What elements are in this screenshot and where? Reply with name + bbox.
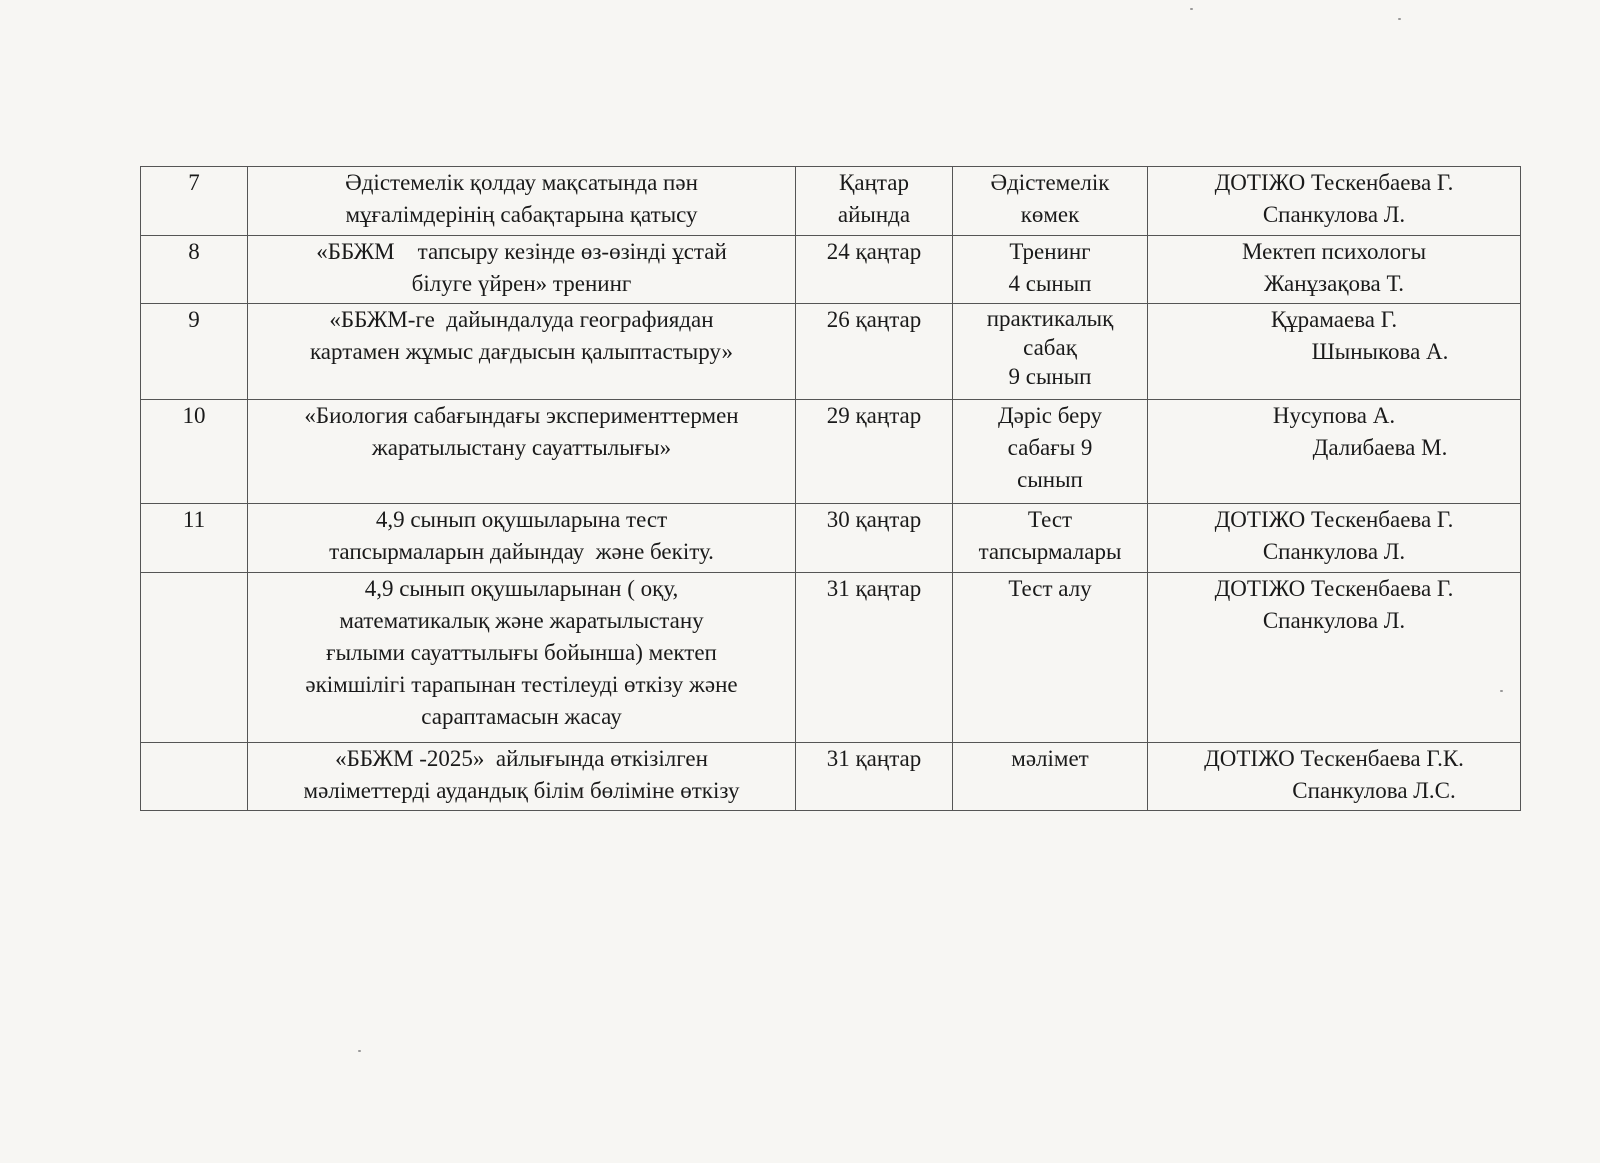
- event-text-line: картамен жұмыс дағдысын қалыптастыру»: [309, 339, 734, 364]
- responsible-text-line: ДОТІЖО Тескенбаева Г.: [1214, 576, 1454, 601]
- table-body: [141, 167, 1521, 811]
- responsible-cell: [1148, 236, 1521, 304]
- event-cell: [248, 167, 796, 236]
- date-text-line: айында: [837, 202, 911, 227]
- event-text-line: мұғалімдерінің сабақтарына қатысу: [345, 202, 698, 227]
- event-cell: [248, 236, 796, 304]
- date-cell: [796, 743, 953, 811]
- row-number-cell: 8: [141, 236, 248, 304]
- table-row: [141, 167, 1521, 236]
- form-text-line: Әдістемелік: [990, 170, 1110, 195]
- form-text-line: Тест алу: [1008, 576, 1092, 601]
- form-cell: [953, 167, 1148, 236]
- date-text-line: 29 қаңтар: [826, 403, 922, 428]
- form-cell: [953, 573, 1148, 743]
- date-cell: [796, 167, 953, 236]
- event-cell: [248, 573, 796, 743]
- row-number-cell: 11: [141, 504, 248, 573]
- event-cell: [248, 504, 796, 573]
- date-text-line: 24 қаңтар: [826, 239, 922, 264]
- event-text-line: сараптамасын жасау: [421, 704, 622, 729]
- row-number-cell: 9: [141, 304, 248, 400]
- form-cell: [953, 504, 1148, 573]
- event-text-line: жаратылыстану сауаттылығы»: [371, 435, 672, 460]
- event-text-line: «ББЖМ-ге дайындалуда географиядан: [329, 307, 714, 332]
- form-text-line: сабағы 9: [1007, 435, 1093, 460]
- row-number-cell: 10: [141, 400, 248, 504]
- responsible-text-line: Спанкулова Л.: [1262, 539, 1406, 564]
- row-number-cell: 7: [141, 167, 248, 236]
- form-cell: [953, 304, 1148, 400]
- event-text-line: Әдістемелік қолдау мақсатында пән: [345, 170, 698, 195]
- event-text-line: ғылыми сауаттылығы бойынша) мектеп: [326, 640, 717, 665]
- form-text-line: мәлімет: [1011, 746, 1089, 771]
- event-text-line: білуге үйрен» тренинг: [411, 271, 632, 296]
- form-text-line: Дәріс беру: [997, 403, 1103, 428]
- responsible-cell: [1148, 304, 1521, 400]
- row-number-cell: [141, 743, 248, 811]
- date-text-line: 31 қаңтар: [826, 576, 922, 601]
- form-cell: [953, 400, 1148, 504]
- date-cell: [796, 573, 953, 743]
- responsible-text-line: ДОТІЖО Тескенбаева Г.: [1214, 170, 1454, 195]
- table-row: [141, 504, 1521, 573]
- event-text-line: тапсырмаларын дайындау және бекіту.: [329, 539, 714, 564]
- form-text-line: 4 сынып: [1008, 271, 1092, 296]
- responsible-cell: [1148, 400, 1521, 504]
- form-text-line: көмек: [1020, 202, 1080, 227]
- scan-speck: [1190, 8, 1193, 10]
- event-text-line: «Биология сабағындағы эксперименттермен: [304, 403, 739, 428]
- date-cell: [796, 236, 953, 304]
- date-cell: [796, 304, 953, 400]
- event-text-line: әкімшілігі тарапынан тестілеуді өткізу және: [305, 672, 738, 697]
- responsible-text-line: Спанкулова Л.С.: [1292, 778, 1456, 803]
- table-row: [141, 304, 1521, 400]
- date-text-line: Қаңтар: [839, 170, 909, 195]
- form-text-line: 9 сынып: [1008, 364, 1092, 389]
- event-cell: [248, 400, 796, 504]
- responsible-text-line: ДОТІЖО Тескенбаева Г.: [1214, 507, 1454, 532]
- table-row: [141, 573, 1521, 743]
- form-text-line: сынып: [1017, 467, 1083, 492]
- date-text-line: 26 қаңтар: [826, 307, 922, 332]
- form-cell: [953, 236, 1148, 304]
- date-text-line: 30 қаңтар: [826, 507, 922, 532]
- event-text-line: математикалық және жаратылыстану: [339, 608, 704, 633]
- table-row: [141, 400, 1521, 504]
- event-cell: [248, 304, 796, 400]
- responsible-text-line: Мектеп психологы: [1241, 239, 1427, 264]
- responsible-text-line: Далибаева М.: [1312, 435, 1448, 460]
- responsible-text-line: Нусупова А.: [1272, 403, 1396, 428]
- responsible-text-line: Спанкулова Л.: [1262, 608, 1406, 633]
- event-text-line: 4,9 сынып оқушыларына тест: [375, 507, 668, 532]
- scan-speck: [358, 1050, 361, 1052]
- responsible-text-line: Шыныкова А.: [1311, 339, 1449, 364]
- scan-speck: [1500, 690, 1503, 692]
- responsible-cell: [1148, 573, 1521, 743]
- responsible-cell: [1148, 743, 1521, 811]
- responsible-cell: [1148, 167, 1521, 236]
- event-text-line: «ББЖМ тапсыру кезінде өз-өзінді ұстай: [316, 239, 727, 264]
- row-number-cell: [141, 573, 248, 743]
- event-text-line: «ББЖМ -2025» айлығында өткізілген: [335, 746, 708, 771]
- event-plan-table: [140, 166, 1521, 811]
- scan-speck: [1398, 18, 1401, 20]
- responsible-text-line: Құрамаева Г.: [1270, 307, 1398, 332]
- event-text-line: 4,9 сынып оқушыларынан ( оқу,: [364, 576, 679, 601]
- form-text-line: практикалық: [986, 306, 1114, 331]
- event-cell: [248, 743, 796, 811]
- responsible-text-line: Жанұзақова Т.: [1263, 271, 1405, 296]
- form-text-line: Тест: [1027, 507, 1073, 532]
- form-cell: [953, 743, 1148, 811]
- responsible-text-line: Спанкулова Л.: [1262, 202, 1406, 227]
- table-row: [141, 743, 1521, 811]
- form-text-line: тапсырмалары: [978, 539, 1122, 564]
- responsible-text-line: ДОТІЖО Тескенбаева Г.К.: [1204, 746, 1464, 771]
- event-text-line: мәліметтерді аудандық білім бөліміне өткізу: [303, 778, 740, 803]
- date-cell: [796, 504, 953, 573]
- date-cell: [796, 400, 953, 504]
- date-text-line: 31 қаңтар: [826, 746, 922, 771]
- form-text-line: сабақ: [1023, 335, 1077, 360]
- responsible-cell: [1148, 504, 1521, 573]
- form-text-line: Тренинг: [1009, 239, 1091, 264]
- table-row: [141, 236, 1521, 304]
